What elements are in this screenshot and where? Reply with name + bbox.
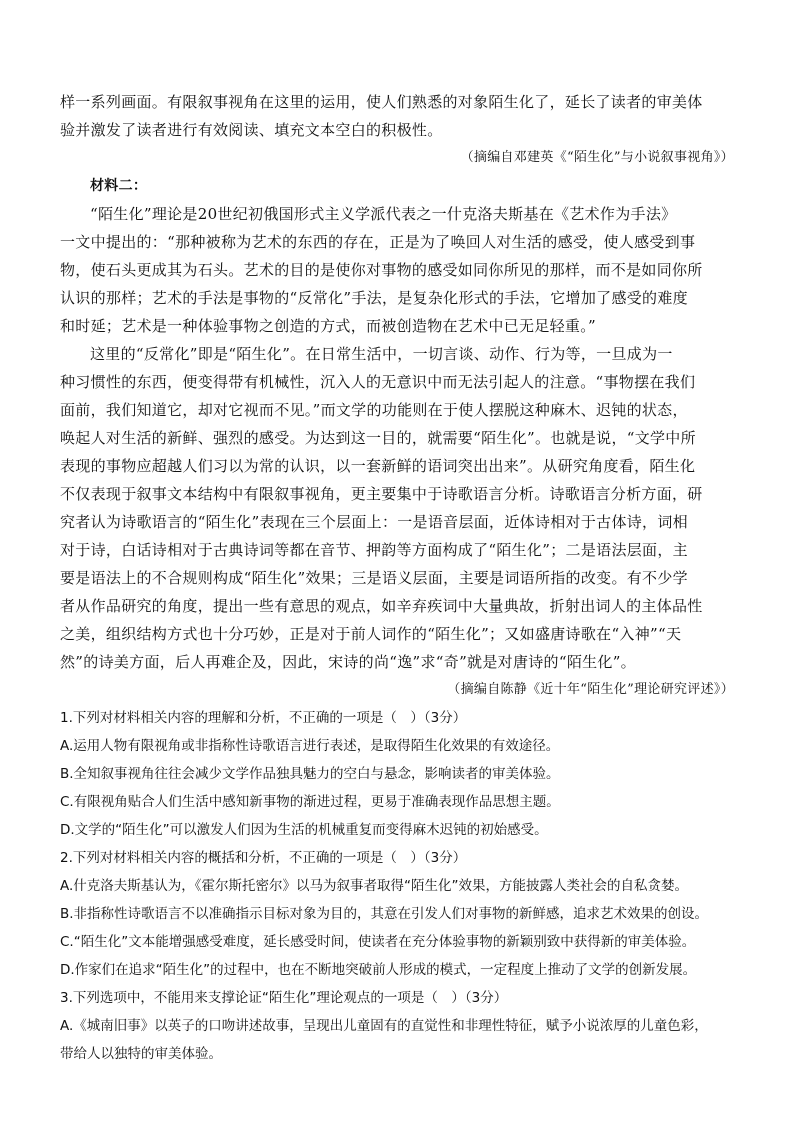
passage2-line: 这里的“反常化”即是“陌生化”。在日常生活中，一切言谈、动作、行为等，一旦成为一: [90, 345, 673, 363]
question-option: 带给人以独特的审美体验。: [60, 1046, 222, 1062]
passage2-line: 唤起人对生活的新鲜、强烈的感受。为达到这一目的，就需要“陌生化”。也就是说，“文学中所: [60, 429, 696, 447]
question-option: D.作家们在追求“陌生化”的过程中，也在不断地突破前人形成的模式，一定程度上推动了文学的创新发展。: [60, 962, 697, 978]
passage2-line: 然”的诗美方面，后人再难企及，因此，宋诗的尚“逸”求“奇”就是对唐诗的“陌生化”。: [60, 653, 636, 671]
passage1-line: 样一系列画面。有限叙事视角在这里的运用，使人们熟悉的对象陌生化了，延长了读者的审美体: [60, 93, 703, 111]
passage2-line: 认识的那样；艺术的手法是事物的“反常化”手法，是复杂化形式的手法，它增加了感受的难度: [60, 289, 688, 307]
question-option: C.有限视角贴合人们生活中感知新事物的渐进过程，更易于准确表现作品思想主题。: [60, 794, 560, 810]
passage2-line: 一文中提出的：“那种被称为艺术的东西的存在，正是为了唤回人对生活的感受，使人感受到事: [60, 233, 696, 251]
question-option: A.什克洛夫斯基认为，《霍尔斯托密尔》以马为叙事者取得“陌生化”效果，方能披露人类社会的自私贪婪。: [60, 878, 689, 894]
passage2-line: “陌生化”理论是20世纪初俄国形式主义学派代表之一什克洛夫斯基在《艺术作为手法》: [90, 205, 677, 223]
question-option: D.文学的“陌生化”可以激发人们因为生活的机械重复而变得麻木迟钝的初始感受。: [60, 822, 548, 838]
passage2-line: 面前，我们知道它，却对它视而不见。”而文学的功能则在于使人摆脱这种麻木、迟钝的状态，: [60, 401, 688, 419]
passage2-line: 者从作品研究的角度，提出一些有意思的观点，如辛弃疾词中大量典故，折射出词人的主体品性: [60, 597, 703, 615]
question-option: A.运用人物有限视角或非指称性诗歌语言进行表述，是取得陌生化效果的有效途径。: [60, 738, 560, 754]
passage2-line: 要是语法上的不合规则构成“陌生化”效果；三是语义层面，主要是词语所指的改变。有不少学: [60, 569, 688, 587]
question-option: B.全知叙事视角往往会减少文学作品独具魅力的空白与悬念，影响读者的审美体验。: [60, 766, 560, 782]
passage2-line: 对于诗，白话诗相对于古典诗词等都在音节、押韵等方面构成了“陌生化”；二是语法层面，主: [60, 541, 688, 559]
question-option: C.“陌生化”文本能增强感受难度，延长感受时间，使读者在充分体验事物的新颖别致中获得新的审美体验。: [60, 934, 696, 950]
material2-heading: 材料二：: [90, 178, 148, 194]
question-stem: 3.下列选项中，不能用来支撑论证“陌生化”理论观点的一项是（ ）（3分）: [60, 990, 508, 1006]
passage2-line: 和时延；艺术是一种体验事物之创造的方式，而被创造物在艺术中已无足轻重。”: [60, 317, 596, 335]
passage2-line: 表现的事物应超越人们习以为常的认识，以一套新鲜的语词突出出来”。从研究角度看，陌生化: [60, 457, 696, 475]
passage2-line: 究者认为诗歌语言的“陌生化”表现在三个层面上：一是语音层面，近体诗相对于古体诗，词相: [60, 513, 688, 531]
passage2-line: 物，使石头更成其为石头。艺术的目的是使你对事物的感受如同你所见的那样，而不是如同你所: [60, 261, 703, 279]
passage1-line: 验并激发了读者进行有效阅读、填充文本空白的积极性。: [60, 121, 443, 139]
passage2-line: 种习惯性的东西，便变得带有机械性，沉入人的无意识中而无法引起人的注意。“事物摆在我们: [60, 373, 696, 391]
passage1-source: （摘编自邓建英《“陌生化”与小说叙事视角》）: [460, 150, 734, 165]
passage2-line: 不仅表现于叙事文本结构中有限叙事视角，更主要集中于诗歌语言分析。诗歌语言分析方面，研: [60, 485, 703, 503]
question-stem: 1.下列对材料相关内容的理解和分析，不正确的一项是（ ）（3分）: [60, 710, 467, 726]
question-option: B.非指称性诗歌语言不以准确指示目标对象为目的，其意在引发人们对事物的新鲜感，追求艺术效果的创设。: [60, 906, 709, 922]
passage2-source: （摘编自陈静《近十年“陌生化”理论研究评述》）: [447, 682, 734, 697]
passage2-line: 之美，组织结构方式也十分巧妙，正是对于前人词作的“陌生化”；又如盛唐诗歌在“入神”“天: [60, 625, 682, 643]
question-stem: 2.下列对材料相关内容的概括和分析，不正确的一项是（ ）（3分）: [60, 850, 467, 866]
question-option: A.《城南旧事》以英子的口吻讲述故事，呈现出儿童固有的直觉性和非理性特征，赋予小说浓厚的儿童色彩，: [60, 1018, 708, 1034]
